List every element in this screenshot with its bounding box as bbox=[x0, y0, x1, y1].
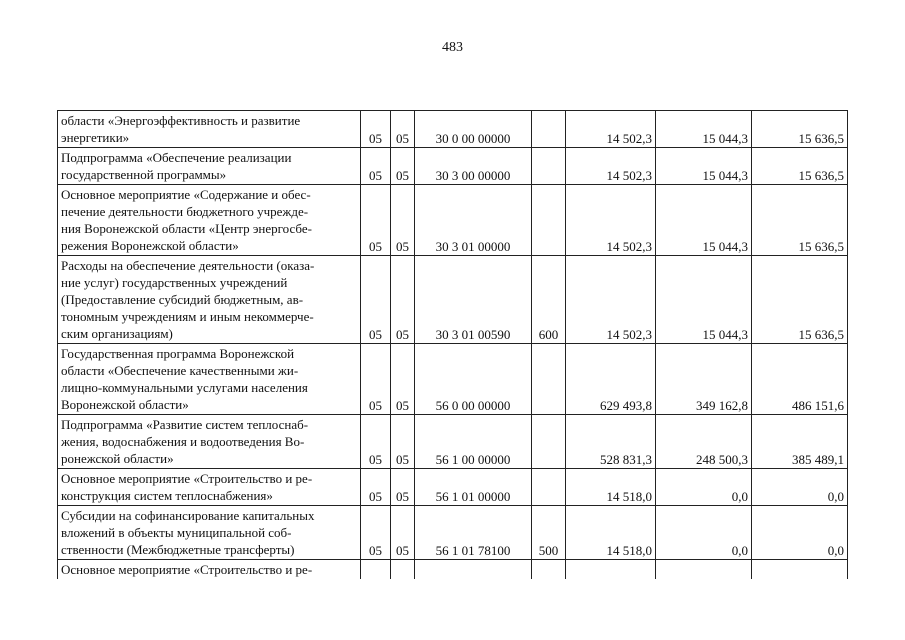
expense-type-cell: 500 bbox=[532, 506, 566, 560]
amount-year2-cell bbox=[656, 560, 752, 580]
table-row bbox=[58, 415, 848, 469]
target-article-cell: 56 1 00 00000 bbox=[415, 415, 532, 469]
expense-type-cell bbox=[532, 344, 566, 415]
target-article-cell: 30 3 01 00590 bbox=[415, 256, 532, 344]
table-row bbox=[58, 560, 848, 580]
amount-year1-cell bbox=[566, 560, 656, 580]
description-line: ние услуг) государственных учреждений bbox=[61, 275, 288, 290]
description-line: жения, водоснабжения и водоотведения Во- bbox=[61, 434, 305, 449]
expense-type-cell bbox=[532, 185, 566, 256]
description-line: конструкция систем теплоснабжения» bbox=[61, 488, 273, 503]
amount-year3-cell: 0,0 bbox=[752, 469, 848, 506]
table-row bbox=[58, 506, 848, 560]
description-cell bbox=[58, 111, 361, 148]
subsection-code-cell: 05 bbox=[391, 256, 415, 344]
description-line: Подпрограмма «Обеспечение реализации bbox=[61, 150, 292, 165]
description-line: вложений в объекты муниципальной соб- bbox=[61, 525, 292, 540]
section-code-cell: 05 bbox=[361, 469, 391, 506]
expense-type-cell bbox=[532, 148, 566, 185]
table-row bbox=[58, 256, 848, 344]
expense-type-cell bbox=[532, 560, 566, 580]
target-article-cell: 56 1 01 00000 bbox=[415, 469, 532, 506]
description-line: режения Воронежской области» bbox=[61, 238, 239, 253]
table-row bbox=[58, 185, 848, 256]
description-cell bbox=[58, 344, 361, 415]
target-article-cell: 56 0 00 00000 bbox=[415, 344, 532, 415]
target-article-cell: 30 3 00 00000 bbox=[415, 148, 532, 185]
section-code-cell: 05 bbox=[361, 256, 391, 344]
amount-year1-cell: 14 502,3 bbox=[566, 111, 656, 148]
table-row bbox=[58, 469, 848, 506]
section-code-cell: 05 bbox=[361, 415, 391, 469]
description-line: Подпрограмма «Развитие систем теплоснаб- bbox=[61, 417, 309, 432]
subsection-code-cell: 05 bbox=[391, 148, 415, 185]
expense-type-cell: 600 bbox=[532, 256, 566, 344]
section-code-cell: 05 bbox=[361, 506, 391, 560]
description-line: тономным учреждениям и иным некоммерче- bbox=[61, 309, 314, 324]
section-code-cell: 05 bbox=[361, 111, 391, 148]
description-cell bbox=[58, 560, 361, 580]
section-code-cell bbox=[361, 560, 391, 580]
description-line: Основное мероприятие «Строительство и ре- bbox=[61, 562, 313, 577]
description-line: области «Энергоэффективность и развитие bbox=[61, 113, 301, 128]
description-cell bbox=[58, 185, 361, 256]
description-line: ственности (Межбюджетные трансферты) bbox=[61, 542, 295, 557]
expense-type-cell bbox=[532, 111, 566, 148]
description-line: Государственная программа Воронежской bbox=[61, 346, 295, 361]
description-line: Основное мероприятие «Содержание и обес- bbox=[61, 187, 311, 202]
subsection-code-cell: 05 bbox=[391, 415, 415, 469]
target-article-cell: 56 1 01 78100 bbox=[415, 506, 532, 560]
description-line: лищно-коммунальными услугами населения bbox=[61, 380, 308, 395]
description-line: Воронежской области» bbox=[61, 397, 189, 412]
amount-year3-cell: 15 636,5 bbox=[752, 148, 848, 185]
table-row bbox=[58, 344, 848, 415]
amount-year2-cell: 248 500,3 bbox=[656, 415, 752, 469]
description-line: Расходы на обеспечение деятельности (оказа- bbox=[61, 258, 315, 273]
subsection-code-cell: 05 bbox=[391, 344, 415, 415]
description-line: государственной программы» bbox=[61, 167, 227, 182]
amount-year2-cell: 15 044,3 bbox=[656, 185, 752, 256]
amount-year2-cell: 349 162,8 bbox=[656, 344, 752, 415]
amount-year2-cell: 15 044,3 bbox=[656, 256, 752, 344]
description-line: печение деятельности бюджетного учрежде- bbox=[61, 204, 309, 219]
description-cell bbox=[58, 506, 361, 560]
target-article-cell bbox=[415, 560, 532, 580]
subsection-code-cell: 05 bbox=[391, 469, 415, 506]
amount-year3-cell: 15 636,5 bbox=[752, 256, 848, 344]
description-line: ния Воронежской области «Центр энергосбе- bbox=[61, 221, 312, 236]
description-line: энергетики» bbox=[61, 130, 130, 145]
amount-year3-cell: 486 151,6 bbox=[752, 344, 848, 415]
section-code-cell: 05 bbox=[361, 185, 391, 256]
section-code-cell: 05 bbox=[361, 344, 391, 415]
amount-year1-cell: 629 493,8 bbox=[566, 344, 656, 415]
description-line: Основное мероприятие «Строительство и ре- bbox=[61, 471, 313, 486]
amount-year3-cell: 15 636,5 bbox=[752, 111, 848, 148]
subsection-code-cell bbox=[391, 560, 415, 580]
amount-year1-cell: 14 502,3 bbox=[566, 256, 656, 344]
subsection-code-cell: 05 bbox=[391, 506, 415, 560]
target-article-cell: 30 0 00 00000 bbox=[415, 111, 532, 148]
description-line: ронежской области» bbox=[61, 451, 174, 466]
amount-year1-cell: 528 831,3 bbox=[566, 415, 656, 469]
amount-year1-cell: 14 518,0 bbox=[566, 469, 656, 506]
table-body bbox=[58, 111, 848, 580]
amount-year3-cell: 15 636,5 bbox=[752, 185, 848, 256]
expense-type-cell bbox=[532, 469, 566, 506]
amount-year1-cell: 14 518,0 bbox=[566, 506, 656, 560]
description-cell bbox=[58, 469, 361, 506]
description-line: Субсидии на софинансирование капитальных bbox=[61, 508, 315, 523]
amount-year2-cell: 0,0 bbox=[656, 469, 752, 506]
description-line: (Предоставление субсидий бюджетным, ав- bbox=[61, 292, 304, 307]
target-article-cell: 30 3 01 00000 bbox=[415, 185, 532, 256]
section-code-cell: 05 bbox=[361, 148, 391, 185]
amount-year2-cell: 15 044,3 bbox=[656, 111, 752, 148]
description-cell bbox=[58, 415, 361, 469]
subsection-code-cell: 05 bbox=[391, 111, 415, 148]
table-row bbox=[58, 148, 848, 185]
amount-year1-cell: 14 502,3 bbox=[566, 148, 656, 185]
amount-year2-cell: 15 044,3 bbox=[656, 148, 752, 185]
table-row bbox=[58, 111, 848, 148]
amount-year3-cell: 0,0 bbox=[752, 506, 848, 560]
description-cell bbox=[58, 256, 361, 344]
subsection-code-cell: 05 bbox=[391, 185, 415, 256]
expense-type-cell bbox=[532, 415, 566, 469]
description-line: области «Обеспечение качественными жи- bbox=[61, 363, 299, 378]
amount-year3-cell: 385 489,1 bbox=[752, 415, 848, 469]
amount-year1-cell: 14 502,3 bbox=[566, 185, 656, 256]
budget-table bbox=[57, 110, 848, 579]
description-cell bbox=[58, 148, 361, 185]
amount-year3-cell bbox=[752, 560, 848, 580]
amount-year2-cell: 0,0 bbox=[656, 506, 752, 560]
description-line: ским организациям) bbox=[61, 326, 173, 341]
page-number: 483 bbox=[442, 40, 463, 55]
